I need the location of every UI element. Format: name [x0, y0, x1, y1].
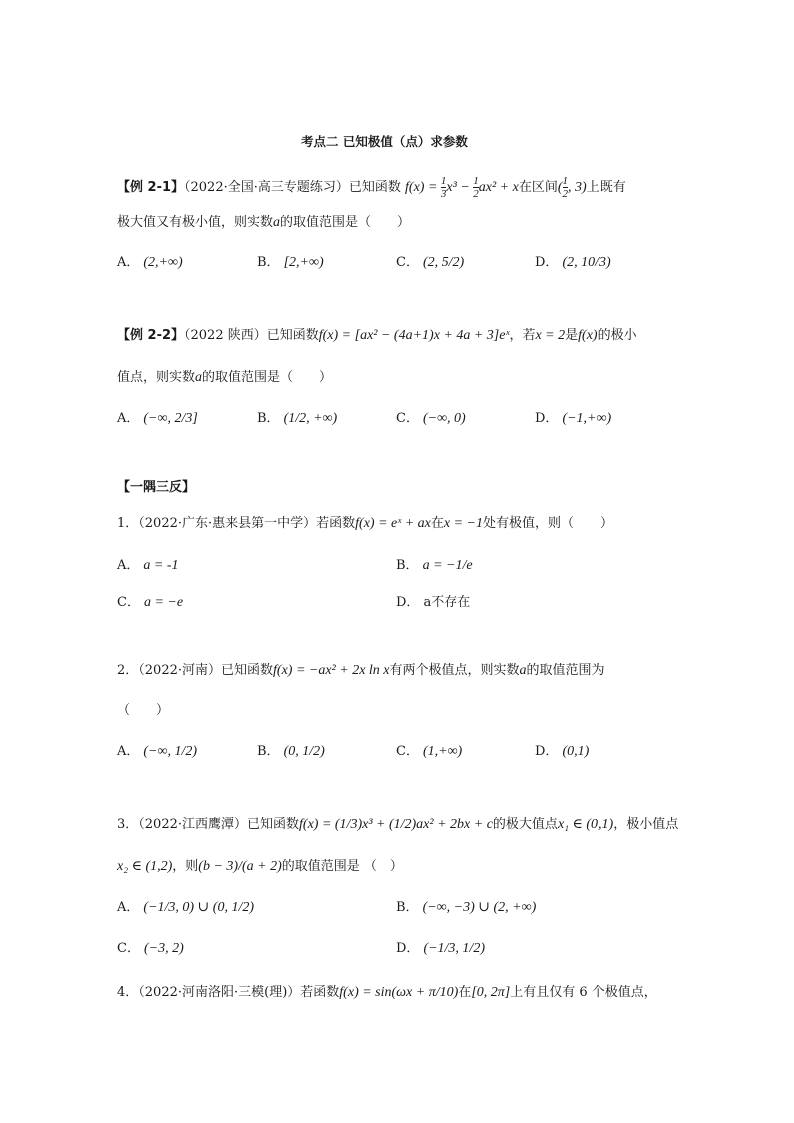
option-a: A． a = -1: [117, 558, 179, 573]
interval-formula: (1 2 , 3): [557, 175, 587, 201]
option-a: A． (2,+∞): [117, 255, 183, 270]
option-c: C． (1,+∞): [396, 744, 463, 759]
question-2: 2．（2022·河南）已知函数f(x) = −ax² + 2x ln x有两个极值点，则实数a的取值范围为: [117, 663, 605, 678]
example-tag: 【例 2-1】: [117, 179, 185, 195]
function-formula: f(x) = (1/3)x³ + (1/2)ax² + 2bx + c: [299, 817, 493, 832]
option-d: D． (−1,+∞): [535, 411, 612, 426]
question-1: 1．（2022·广东·惠来县第一中学）若函数f(x) = eˣ + ax在x = −1处有极值，则（ ）: [117, 516, 613, 531]
option-c: C． (2, 5/2): [396, 255, 465, 270]
example-source: （2022 陕西）: [184, 328, 267, 343]
function-formula: f(x) = −ax² + 2x ln x: [273, 663, 390, 678]
option-a: A． (−1/3, 0) ∪ (0, 1/2): [117, 900, 254, 915]
section-title: 考点二 已知极值（点）求参数: [301, 134, 468, 149]
section-heading: 【一隅三反】: [117, 480, 196, 495]
example-tag: 【例 2-2】: [117, 328, 185, 343]
example-2-2-line1: 【例 2-2】（2022 陕西）已知函数f(x) = [ax² − (4a+1)x + 4a + 3]eˣ，若x = 2是f(x)的极小: [117, 328, 637, 343]
option-a: A． (−∞, 1/2): [117, 744, 198, 759]
function-formula: f(x) = [ax² − (4a+1)x + 4a + 3]eˣ: [318, 328, 510, 343]
question-3: 3．（2022·江西鹰潭）已知函数f(x) = (1/3)x³ + (1/2)ax² + 2bx + c的极大值点x₁ ∈ (0,1)，极小值点: [117, 817, 679, 832]
function-formula: f(x) = sin(ωx + π/10): [339, 985, 459, 1000]
option-b: B． (−∞, −3) ∪ (2, +∞): [396, 900, 537, 915]
question-4: 4．（2022·河南洛阳·三模(理)）若函数f(x) = sin(ωx + π/10)在[0, 2π]上有且仅有 6 个极值点，: [117, 985, 657, 1000]
option-d: D． (−1/3, 1/2): [396, 941, 485, 956]
example-2-2-line2: 值点，则实数a的取值范围是（ ）: [117, 370, 333, 385]
function-formula: f(x) = eˣ + ax: [355, 516, 431, 531]
option-d: D． (0,1): [535, 744, 590, 759]
example-2-1-line1: 【例 2-1】（2022·全国·高三专题练习）已知函数 f(x) = 1 3 x³ − 1 2 ax² + x在区间(1 2 , 3)上既有: [117, 175, 626, 201]
option-b: B． (1/2, +∞): [257, 411, 338, 426]
question-2-line2: （ ）: [117, 703, 170, 718]
option-b: B． a = −1/e: [396, 558, 473, 573]
example-source: （2022·全国·高三专题练习）: [184, 179, 349, 195]
option-b: B． (0, 1/2): [257, 744, 325, 759]
option-c: C． (−∞, 0): [396, 411, 466, 426]
function-formula: f(x) = 1 3 x³ − 1 2 ax² + x: [405, 175, 519, 201]
example-2-1-line2: 极大值又有极小值，则实数a的取值范围是（ ）: [117, 215, 411, 230]
option-c: C． a = −e: [117, 595, 184, 610]
question-3-line2: x₂ ∈ (1,2)，则(b − 3)/(a + 2)的取值范围是 （ ）: [117, 859, 403, 874]
option-d: D． (2, 10/3): [535, 255, 611, 270]
option-d: D． a不存在: [396, 595, 471, 610]
option-a: A． (−∞, 2/3]: [117, 411, 198, 426]
option-b: B． [2,+∞): [257, 255, 324, 270]
option-c: C． (−3, 2): [117, 941, 184, 956]
